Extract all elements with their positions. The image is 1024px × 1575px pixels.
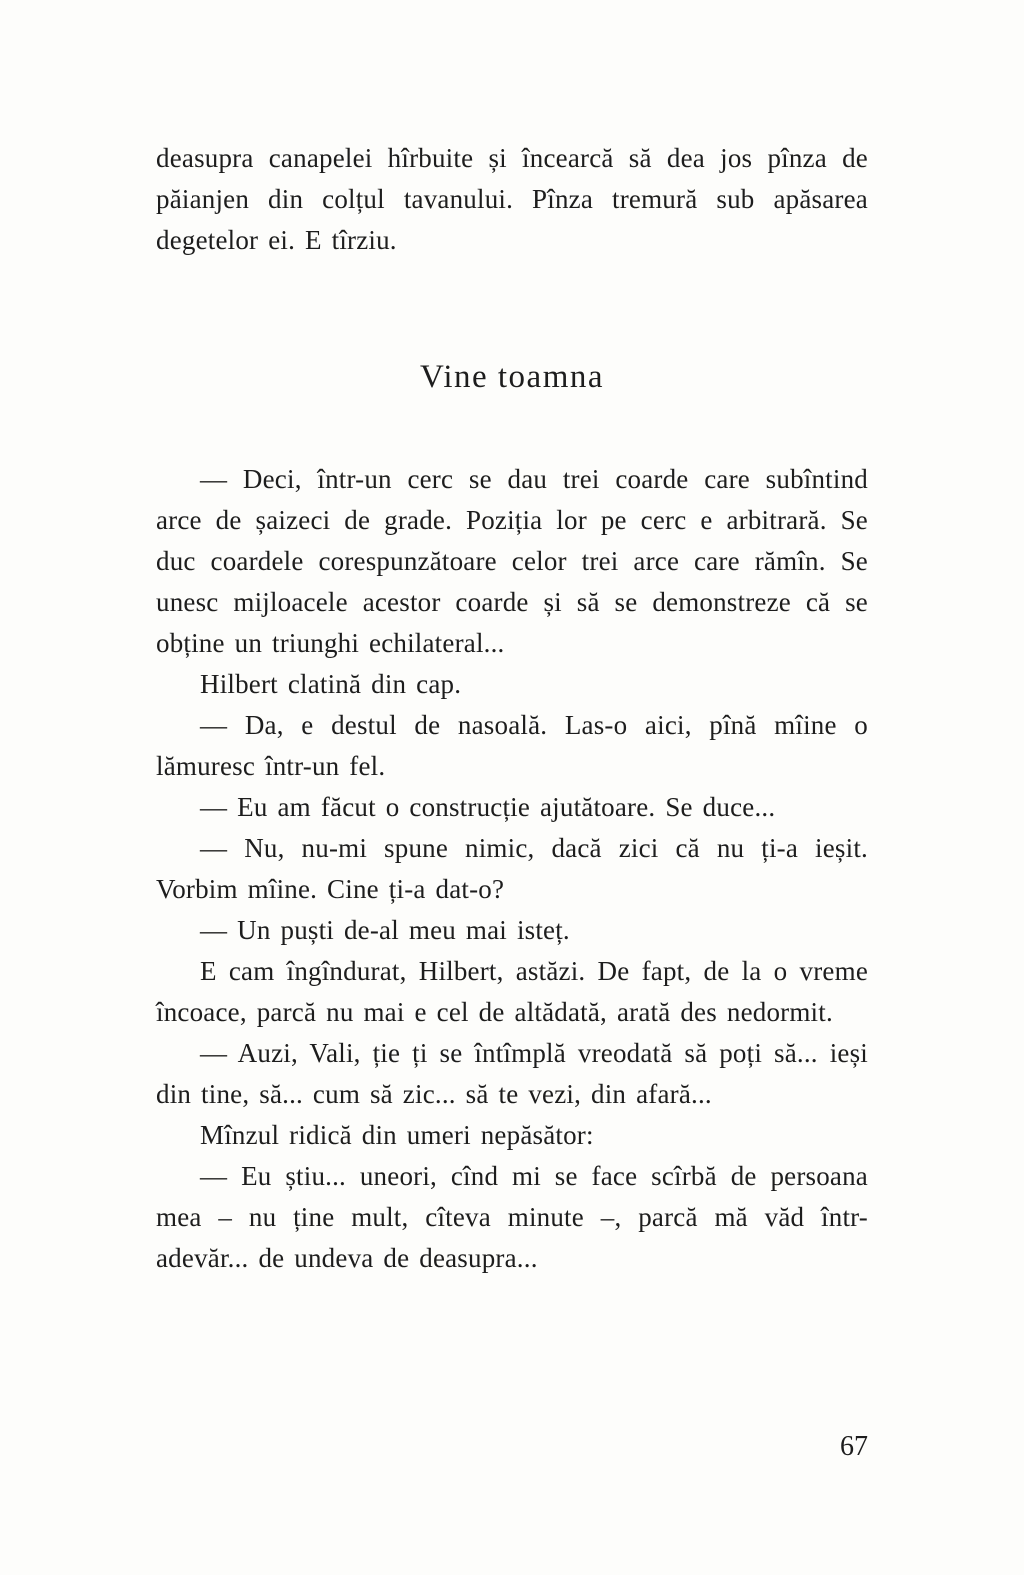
paragraph: — Nu, nu-mi spune nimic, dacă zici că nu ți-a ieșit. Vorbim mîine. Cine ți-a dat-o? — [156, 833, 868, 904]
paragraph: Hilbert clatină din cap. — [200, 669, 462, 699]
paragraph: Mînzul ridică din umeri nepăsător: — [200, 1120, 594, 1150]
paragraph: — Deci, într-un cerc se dau trei coarde care subîntind arce de șaizeci de grade. Poziția lor pe cerc e arbitrară. Se duc coardele corespunzătoare celor trei arce care rămîn. Se unesc mijloacele acestor coarde și să se demonstreze că se obține un triunghi echilateral... — [156, 464, 868, 658]
paragraph: — Un puști de-al meu mai isteț. — [200, 915, 570, 945]
paragraph: — Da, e destul de nasoală. Las-o aici, pînă mîine o lămuresc într-un fel. — [156, 710, 868, 781]
continuation-paragraph: deasupra canapelei hîrbuite și încearcă să dea jos pînza de păianjen din colțul tavanului. Pînza tremură sub apăsarea degetelor ei. E tîrziu. — [156, 143, 868, 255]
page-number: 67 — [840, 1431, 868, 1462]
body-text — [156, 459, 868, 1279]
paragraph: E cam îngîndurat, Hilbert, astăzi. De fapt, de la o vreme încoace, parcă nu mai e cel de altădată, arată des nedormit. — [156, 956, 868, 1027]
paragraph: — Eu am făcut o construcție ajutătoare. Se duce... — [200, 792, 776, 822]
text-column — [156, 138, 868, 1279]
chapter-heading: Vine toamna — [419, 359, 605, 395]
paragraph: — Eu știu... uneori, cînd mi se face scîrbă de persoana mea – nu ține mult, cîteva minute –, parcă mă văd într-adevăr... de undeva de deasupra... — [156, 1161, 868, 1273]
paragraph: — Auzi, Vali, ție ți se întîmplă vreodată să poți să... ieși din tine, să... cum să zic... să te vezi, din afară... — [156, 1038, 868, 1109]
